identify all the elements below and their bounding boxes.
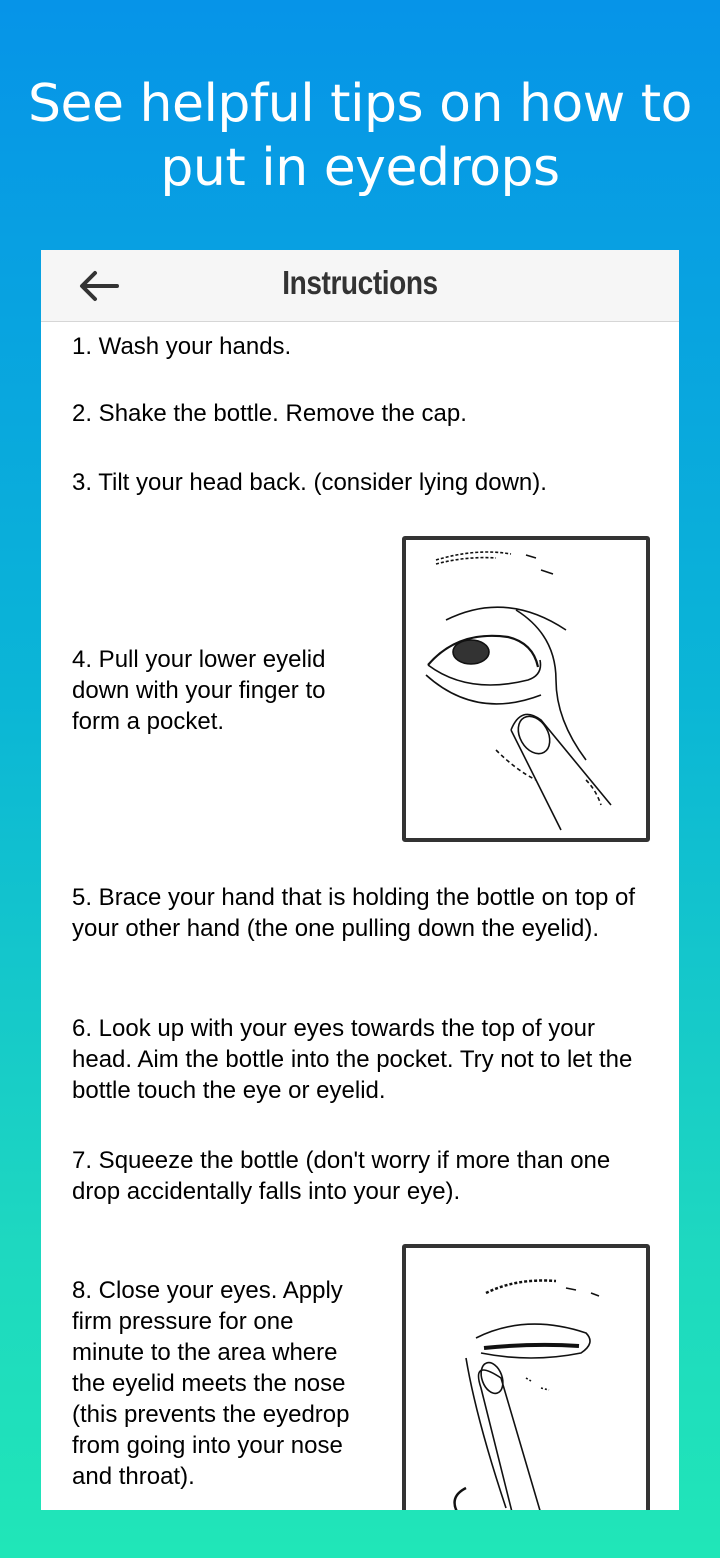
screen-title: Instructions bbox=[282, 264, 438, 301]
press-eye-corner-illustration bbox=[402, 1244, 650, 1510]
phone-screen bbox=[41, 250, 679, 1510]
app-bar bbox=[41, 250, 679, 322]
pull-eyelid-illustration bbox=[402, 536, 650, 842]
step-3: 3. Tilt your head back. (consider lying down). bbox=[72, 469, 547, 496]
step-1: 1. Wash your hands. bbox=[72, 333, 292, 360]
headline: See helpful tips on how to put in eyedrops bbox=[28, 74, 692, 198]
step-8: 8. Close your eyes. Apply firm pressure for one minute to the area where the eyelid meets the nose (this prevents the eyedrop from going into your nose and throat). bbox=[72, 1277, 350, 1490]
step-4: 4. Pull your lower eyelid down with your finger to form a pocket. bbox=[72, 646, 326, 735]
step-2: 2. Shake the bottle. Remove the cap. bbox=[72, 400, 467, 427]
step-7: 7. Squeeze the bottle (don't worry if more than one drop accidentally falls into your eye). bbox=[72, 1147, 611, 1205]
step-6: 6. Look up with your eyes towards the top of your head. Aim the bottle into the pocket. Try not to let the bottle touch the eye or eyelid. bbox=[72, 1015, 633, 1104]
step-5: 5. Brace your hand that is holding the bottle on top of your other hand (the one pulling down the eyelid). bbox=[72, 884, 636, 942]
